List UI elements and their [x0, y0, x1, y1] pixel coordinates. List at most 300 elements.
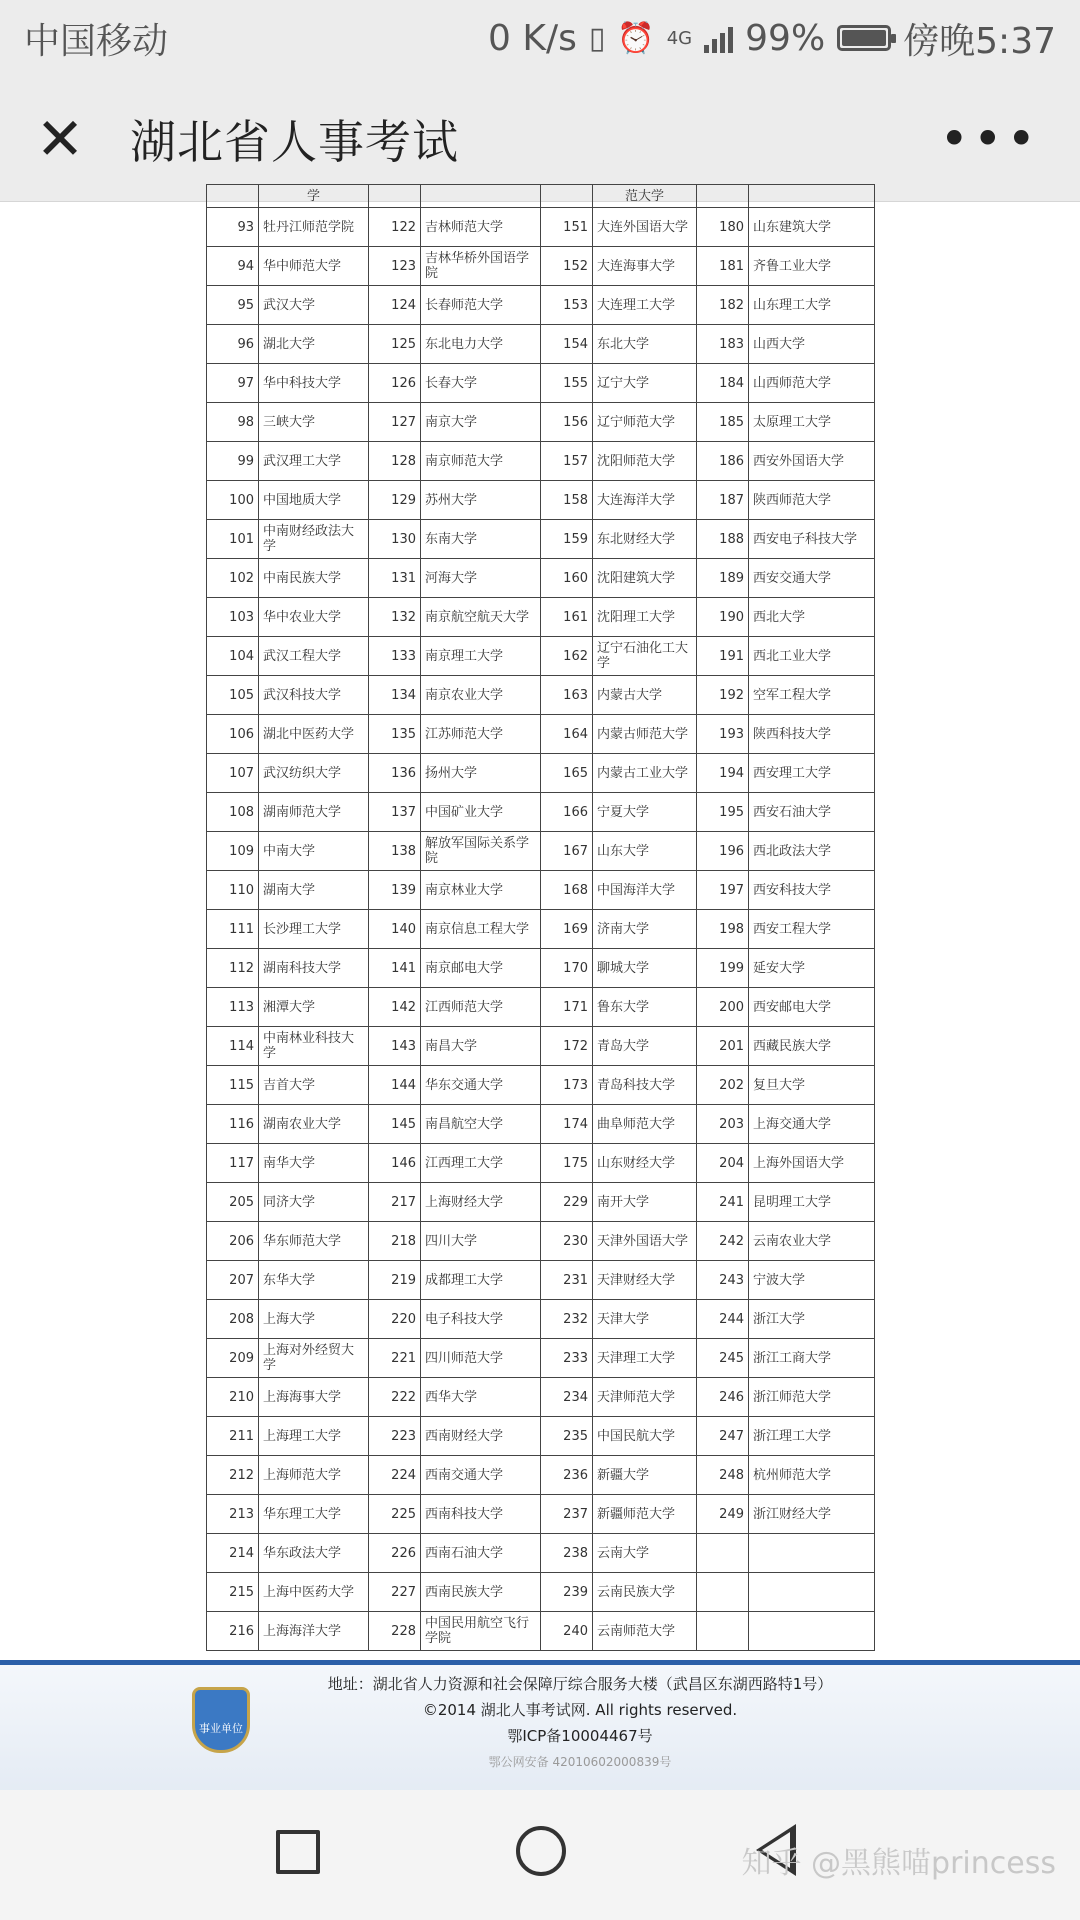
- university-name: 太原理工大学: [749, 403, 875, 442]
- row-number: 105: [207, 676, 259, 715]
- university-name: 鲁东大学: [593, 988, 697, 1027]
- row-number: 218: [369, 1222, 421, 1261]
- row-number: 248: [697, 1456, 749, 1495]
- university-name: 大连海洋大学: [593, 481, 697, 520]
- row-number: 97: [207, 364, 259, 403]
- table-row: [207, 1378, 875, 1417]
- row-number: 202: [697, 1066, 749, 1105]
- row-number: 152: [541, 247, 593, 286]
- row-number: 246: [697, 1378, 749, 1417]
- university-name: 聊城大学: [593, 949, 697, 988]
- university-name: 华东师范大学: [259, 1222, 369, 1261]
- university-name: 辽宁石油化工大学: [593, 637, 697, 676]
- university-name: 湖南科技大学: [259, 949, 369, 988]
- row-number: 240: [541, 1612, 593, 1651]
- university-name: 空军工程大学: [749, 676, 875, 715]
- university-name: 湖北中医药大学: [259, 715, 369, 754]
- row-number: 193: [697, 715, 749, 754]
- row-number: 117: [207, 1144, 259, 1183]
- row-number: 111: [207, 910, 259, 949]
- university-name: 内蒙古师范大学: [593, 715, 697, 754]
- university-name: 中国民航大学: [593, 1417, 697, 1456]
- row-number: 167: [541, 832, 593, 871]
- row-number: 204: [697, 1144, 749, 1183]
- row-number: 144: [369, 1066, 421, 1105]
- university-name: 东北大学: [593, 325, 697, 364]
- university-name: 南京师范大学: [421, 442, 541, 481]
- row-number: 140: [369, 910, 421, 949]
- university-name: 上海外国语大学: [749, 1144, 875, 1183]
- university-name: 上海海事大学: [259, 1378, 369, 1417]
- university-name: 湖南大学: [259, 871, 369, 910]
- footer-text: [260, 1671, 900, 1775]
- row-number: 239: [541, 1573, 593, 1612]
- university-name: 同济大学: [259, 1183, 369, 1222]
- footer-address: 地址：湖北省人力资源和社会保障厅综合服务大楼（武昌区东湖西路特1号）: [327, 1675, 833, 1693]
- status-icons: [488, 13, 1056, 64]
- table-row: [207, 1495, 875, 1534]
- institution-badge-icon[interactable]: [192, 1687, 250, 1753]
- university-name: 山东大学: [593, 832, 697, 871]
- row-number: 183: [697, 325, 749, 364]
- more-icon: •••: [939, 109, 1040, 168]
- row-number: 99: [207, 442, 259, 481]
- row-number: 146: [369, 1144, 421, 1183]
- university-name: 云南师范大学: [593, 1612, 697, 1651]
- university-name: 浙江大学: [749, 1300, 875, 1339]
- table-row: [207, 481, 875, 520]
- table-row: [207, 1573, 875, 1612]
- university-name: 云南民族大学: [593, 1573, 697, 1612]
- table-row: [207, 364, 875, 403]
- row-number: 214: [207, 1534, 259, 1573]
- table-row: [207, 559, 875, 598]
- page-title: 湖北省人事考试: [130, 114, 459, 169]
- row-number: 189: [697, 559, 749, 598]
- row-number: 213: [207, 1495, 259, 1534]
- university-name: 三峡大学: [259, 403, 369, 442]
- table-row: [207, 598, 875, 637]
- university-name: [749, 1534, 875, 1573]
- clock: 傍晚5:37: [903, 20, 1056, 62]
- university-name: 辽宁大学: [593, 364, 697, 403]
- university-name: 昆明理工大学: [749, 1183, 875, 1222]
- university-name: 湘潭大学: [259, 988, 369, 1027]
- university-name: 西安工程大学: [749, 910, 875, 949]
- table-row: [207, 286, 875, 325]
- table-row: [207, 1183, 875, 1222]
- row-number: [697, 1534, 749, 1573]
- row-number: [369, 185, 421, 208]
- row-number: 224: [369, 1456, 421, 1495]
- row-number: 136: [369, 754, 421, 793]
- university-name: 武汉大学: [259, 286, 369, 325]
- university-name: 浙江工商大学: [749, 1339, 875, 1378]
- table-row: [207, 910, 875, 949]
- row-number: 238: [541, 1534, 593, 1573]
- university-name: 陕西科技大学: [749, 715, 875, 754]
- university-name: 西南民族大学: [421, 1573, 541, 1612]
- network-type: 4G: [666, 27, 693, 49]
- table-row: [207, 637, 875, 676]
- row-number: [697, 1573, 749, 1612]
- row-number: 104: [207, 637, 259, 676]
- close-button[interactable]: [30, 104, 90, 173]
- university-name: 扬州大学: [421, 754, 541, 793]
- university-name: 四川师范大学: [421, 1339, 541, 1378]
- table-row: [207, 949, 875, 988]
- table-row: [207, 325, 875, 364]
- university-name: 吉首大学: [259, 1066, 369, 1105]
- row-number: 231: [541, 1261, 593, 1300]
- row-number: 217: [369, 1183, 421, 1222]
- row-number: 234: [541, 1378, 593, 1417]
- row-number: 155: [541, 364, 593, 403]
- university-name: 齐鲁工业大学: [749, 247, 875, 286]
- university-name: 中国民用航空飞行学院: [421, 1612, 541, 1651]
- university-name: 长春大学: [421, 364, 541, 403]
- row-number: 168: [541, 871, 593, 910]
- row-number: 210: [207, 1378, 259, 1417]
- university-name: 青岛科技大学: [593, 1066, 697, 1105]
- site-footer: [0, 1660, 1080, 1795]
- row-number: 205: [207, 1183, 259, 1222]
- university-name: 天津外国语大学: [593, 1222, 697, 1261]
- android-nav-bar: [0, 1790, 1080, 1920]
- row-number: 109: [207, 832, 259, 871]
- row-number: 123: [369, 247, 421, 286]
- row-number: 112: [207, 949, 259, 988]
- row-number: 184: [697, 364, 749, 403]
- university-name: 复旦大学: [749, 1066, 875, 1105]
- row-number: 159: [541, 520, 593, 559]
- row-number: 158: [541, 481, 593, 520]
- row-number: 215: [207, 1573, 259, 1612]
- university-name: 华东理工大学: [259, 1495, 369, 1534]
- row-number: 107: [207, 754, 259, 793]
- row-number: 93: [207, 208, 259, 247]
- row-number: 157: [541, 442, 593, 481]
- university-name: 中国矿业大学: [421, 793, 541, 832]
- row-number: 98: [207, 403, 259, 442]
- table-row: [207, 247, 875, 286]
- university-name: [749, 1612, 875, 1651]
- table-row: [207, 185, 875, 208]
- row-number: 181: [697, 247, 749, 286]
- university-name: 西安邮电大学: [749, 988, 875, 1027]
- row-number: 247: [697, 1417, 749, 1456]
- university-name: 华东政法大学: [259, 1534, 369, 1573]
- row-number: 237: [541, 1495, 593, 1534]
- university-name: 成都理工大学: [421, 1261, 541, 1300]
- row-number: 124: [369, 286, 421, 325]
- row-number: 211: [207, 1417, 259, 1456]
- university-name: 西安理工大学: [749, 754, 875, 793]
- row-number: 166: [541, 793, 593, 832]
- row-number: 151: [541, 208, 593, 247]
- row-number: 203: [697, 1105, 749, 1144]
- university-name: 济南大学: [593, 910, 697, 949]
- university-name: 沈阳师范大学: [593, 442, 697, 481]
- university-name: 华中科技大学: [259, 364, 369, 403]
- university-name: 华中师范大学: [259, 247, 369, 286]
- university-name: 中南民族大学: [259, 559, 369, 598]
- row-number: 101: [207, 520, 259, 559]
- row-number: 244: [697, 1300, 749, 1339]
- table-row: [207, 754, 875, 793]
- university-name: 西藏民族大学: [749, 1027, 875, 1066]
- more-button[interactable]: [930, 110, 1050, 168]
- university-name: 天津理工大学: [593, 1339, 697, 1378]
- university-name: 上海财经大学: [421, 1183, 541, 1222]
- university-table: [206, 184, 875, 1651]
- university-name: 天津师范大学: [593, 1378, 697, 1417]
- university-name: 青岛大学: [593, 1027, 697, 1066]
- vibrate-icon: ▯: [588, 20, 606, 56]
- university-name: 西安石油大学: [749, 793, 875, 832]
- university-name: 大连外国语大学: [593, 208, 697, 247]
- table-row: [207, 1456, 875, 1495]
- university-name: 武汉工程大学: [259, 637, 369, 676]
- table-row: [207, 1534, 875, 1573]
- row-number: 185: [697, 403, 749, 442]
- row-number: 131: [369, 559, 421, 598]
- university-name: 上海理工大学: [259, 1417, 369, 1456]
- table-row: [207, 520, 875, 559]
- university-name: 西华大学: [421, 1378, 541, 1417]
- university-name: 范大学: [593, 185, 697, 208]
- university-name: [749, 185, 875, 208]
- university-name: 南华大学: [259, 1144, 369, 1183]
- footer-police[interactable]: 鄂公网安备 42010602000839号: [488, 1755, 672, 1769]
- university-name: 解放军国际关系学院: [421, 832, 541, 871]
- footer-icp[interactable]: 鄂ICP备10004467号: [507, 1727, 653, 1745]
- university-name: 武汉科技大学: [259, 676, 369, 715]
- university-name: 上海交通大学: [749, 1105, 875, 1144]
- row-number: 110: [207, 871, 259, 910]
- university-name: 上海对外经贸大学: [259, 1339, 369, 1378]
- university-name: 华东交通大学: [421, 1066, 541, 1105]
- university-name: 江苏师范大学: [421, 715, 541, 754]
- university-name: 南京林业大学: [421, 871, 541, 910]
- university-name: 河海大学: [421, 559, 541, 598]
- battery-icon: [837, 25, 891, 51]
- row-number: 100: [207, 481, 259, 520]
- row-number: 192: [697, 676, 749, 715]
- row-number: 163: [541, 676, 593, 715]
- row-number: 194: [697, 754, 749, 793]
- web-content[interactable]: [0, 188, 1080, 1660]
- university-name: 西南科技大学: [421, 1495, 541, 1534]
- row-number: 161: [541, 598, 593, 637]
- row-number: 209: [207, 1339, 259, 1378]
- row-number: 160: [541, 559, 593, 598]
- university-name: 江西师范大学: [421, 988, 541, 1027]
- table-row: [207, 676, 875, 715]
- university-name: 武汉纺织大学: [259, 754, 369, 793]
- row-number: 212: [207, 1456, 259, 1495]
- row-number: 143: [369, 1027, 421, 1066]
- university-name: 学: [259, 185, 369, 208]
- university-name: 中国海洋大学: [593, 871, 697, 910]
- university-name: 南京邮电大学: [421, 949, 541, 988]
- university-name: 西安外国语大学: [749, 442, 875, 481]
- table-row: [207, 715, 875, 754]
- row-number: 208: [207, 1300, 259, 1339]
- row-number: 103: [207, 598, 259, 637]
- university-name: 西安电子科技大学: [749, 520, 875, 559]
- university-name: 东北电力大学: [421, 325, 541, 364]
- university-name: 新疆大学: [593, 1456, 697, 1495]
- university-name: 西安交通大学: [749, 559, 875, 598]
- row-number: 108: [207, 793, 259, 832]
- row-number: 164: [541, 715, 593, 754]
- university-name: 南京大学: [421, 403, 541, 442]
- university-name: 吉林师范大学: [421, 208, 541, 247]
- row-number: 132: [369, 598, 421, 637]
- table-row: [207, 1417, 875, 1456]
- university-name: [749, 1573, 875, 1612]
- square-icon[interactable]: [276, 1830, 320, 1874]
- row-number: 221: [369, 1339, 421, 1378]
- row-number: 137: [369, 793, 421, 832]
- university-name: 中南大学: [259, 832, 369, 871]
- university-name: 东北财经大学: [593, 520, 697, 559]
- row-number: [207, 185, 259, 208]
- row-number: 96: [207, 325, 259, 364]
- row-number: 141: [369, 949, 421, 988]
- university-name: 云南大学: [593, 1534, 697, 1573]
- row-number: 249: [697, 1495, 749, 1534]
- university-name: 四川大学: [421, 1222, 541, 1261]
- row-number: 216: [207, 1612, 259, 1651]
- university-name: 湖北大学: [259, 325, 369, 364]
- row-number: 233: [541, 1339, 593, 1378]
- university-name: 延安大学: [749, 949, 875, 988]
- table-row: [207, 403, 875, 442]
- university-name: 江西理工大学: [421, 1144, 541, 1183]
- table-row: [207, 208, 875, 247]
- row-number: 171: [541, 988, 593, 1027]
- university-name: 南京航空航天大学: [421, 598, 541, 637]
- university-name: 山西大学: [749, 325, 875, 364]
- university-name: 长沙理工大学: [259, 910, 369, 949]
- row-number: 236: [541, 1456, 593, 1495]
- table-row: [207, 1339, 875, 1378]
- circle-icon[interactable]: [516, 1826, 566, 1876]
- battery-percent: 99%: [745, 17, 826, 59]
- alarm-icon: ⏰: [617, 20, 655, 56]
- university-name: 天津财经大学: [593, 1261, 697, 1300]
- university-name: 上海大学: [259, 1300, 369, 1339]
- row-number: 133: [369, 637, 421, 676]
- row-number: 153: [541, 286, 593, 325]
- row-number: 102: [207, 559, 259, 598]
- row-number: 197: [697, 871, 749, 910]
- university-name: 西南交通大学: [421, 1456, 541, 1495]
- row-number: 122: [369, 208, 421, 247]
- university-name: 沈阳建筑大学: [593, 559, 697, 598]
- row-number: 190: [697, 598, 749, 637]
- university-name: 浙江师范大学: [749, 1378, 875, 1417]
- carrier-label: 中国移动: [24, 20, 169, 62]
- university-name: [421, 185, 541, 208]
- university-name: 西北工业大学: [749, 637, 875, 676]
- university-name: 南京农业大学: [421, 676, 541, 715]
- row-number: 175: [541, 1144, 593, 1183]
- row-number: 225: [369, 1495, 421, 1534]
- university-name: 上海海洋大学: [259, 1612, 369, 1651]
- row-number: 201: [697, 1027, 749, 1066]
- table-row: [207, 871, 875, 910]
- row-number: 94: [207, 247, 259, 286]
- university-name: 西安科技大学: [749, 871, 875, 910]
- university-name: 南开大学: [593, 1183, 697, 1222]
- university-name: 大连海事大学: [593, 247, 697, 286]
- row-number: 115: [207, 1066, 259, 1105]
- row-number: 130: [369, 520, 421, 559]
- row-number: 227: [369, 1573, 421, 1612]
- university-name: 西北政法大学: [749, 832, 875, 871]
- row-number: 180: [697, 208, 749, 247]
- signal-icon: [704, 23, 733, 53]
- university-name: 天津大学: [593, 1300, 697, 1339]
- university-name: 南昌航空大学: [421, 1105, 541, 1144]
- university-name: 新疆师范大学: [593, 1495, 697, 1534]
- row-number: 162: [541, 637, 593, 676]
- row-number: 138: [369, 832, 421, 871]
- university-name: 沈阳理工大学: [593, 598, 697, 637]
- university-name: 中南林业科技大学: [259, 1027, 369, 1066]
- row-number: 174: [541, 1105, 593, 1144]
- university-name: 中南财经政法大学: [259, 520, 369, 559]
- row-number: 186: [697, 442, 749, 481]
- university-name: 曲阜师范大学: [593, 1105, 697, 1144]
- university-name: 大连理工大学: [593, 286, 697, 325]
- table-row: [207, 1300, 875, 1339]
- university-name: 西南财经大学: [421, 1417, 541, 1456]
- table-row: [207, 988, 875, 1027]
- row-number: [541, 185, 593, 208]
- row-number: 145: [369, 1105, 421, 1144]
- university-name: 宁夏大学: [593, 793, 697, 832]
- row-number: 191: [697, 637, 749, 676]
- university-name: 电子科技大学: [421, 1300, 541, 1339]
- row-number: 206: [207, 1222, 259, 1261]
- row-number: 243: [697, 1261, 749, 1300]
- watermark: 知乎 @黑熊喵princess: [741, 1846, 1056, 1881]
- row-number: 170: [541, 949, 593, 988]
- row-number: 125: [369, 325, 421, 364]
- table-row: [207, 1066, 875, 1105]
- network-speed: 0 K/s: [488, 17, 577, 59]
- university-name: 山东财经大学: [593, 1144, 697, 1183]
- university-name: 浙江理工大学: [749, 1417, 875, 1456]
- row-number: 228: [369, 1612, 421, 1651]
- university-name: 陕西师范大学: [749, 481, 875, 520]
- table-row: [207, 442, 875, 481]
- row-number: 207: [207, 1261, 259, 1300]
- row-number: 200: [697, 988, 749, 1027]
- table-row: [207, 1105, 875, 1144]
- row-number: 106: [207, 715, 259, 754]
- university-name: 西北大学: [749, 598, 875, 637]
- row-number: 135: [369, 715, 421, 754]
- badge-label: 事业单位: [199, 1722, 243, 1735]
- row-number: 126: [369, 364, 421, 403]
- university-name: 西南石油大学: [421, 1534, 541, 1573]
- table-row: [207, 832, 875, 871]
